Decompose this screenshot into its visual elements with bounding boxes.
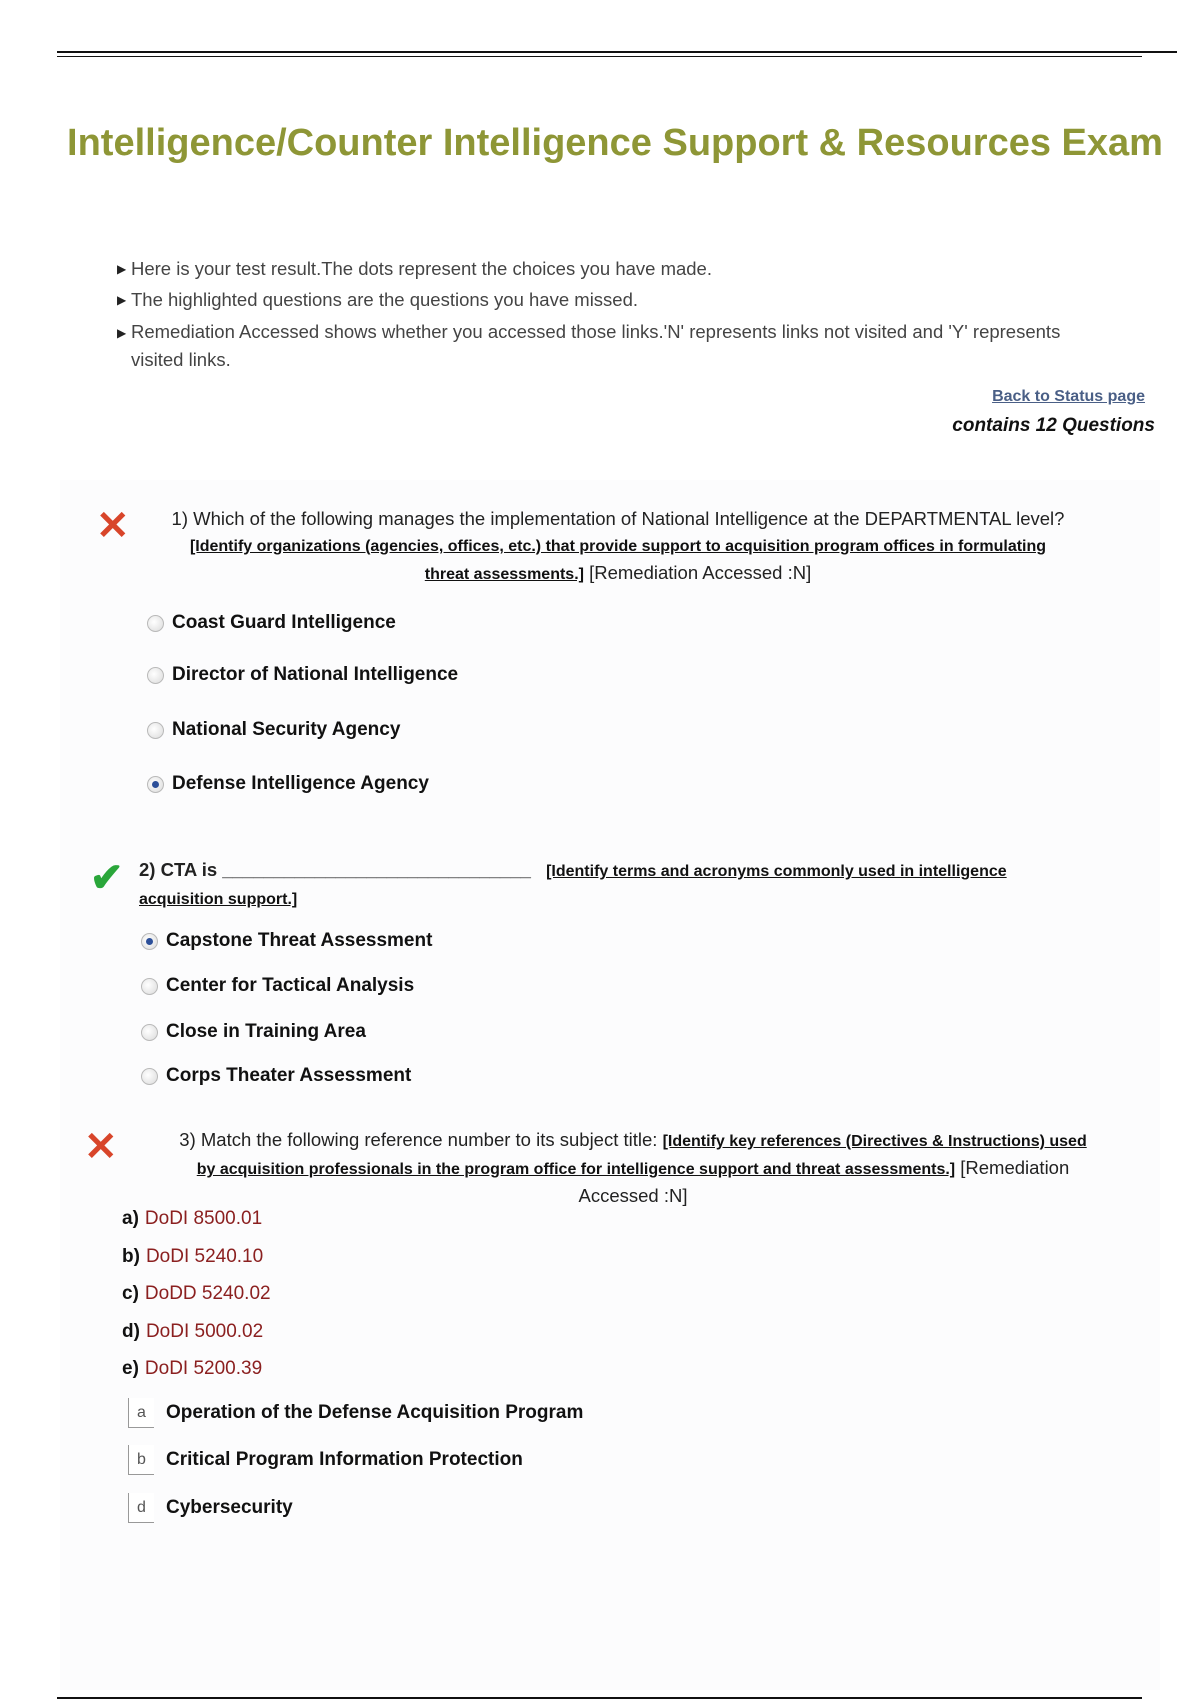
match-row — [128, 1493, 293, 1523]
q2-option-4[interactable]: Corps Theater Assessment — [141, 1065, 411, 1087]
radio-selected-icon[interactable] — [141, 933, 158, 950]
correct-check-icon: ✔ — [90, 856, 124, 900]
reference-item: b) DoDI 5240.10 — [122, 1246, 264, 1267]
instruction-item: ▶ Here is your test result.The dots represent the choices you have made. — [115, 256, 1075, 281]
back-to-status-link[interactable]: Back to Status page — [992, 388, 1145, 405]
incorrect-x-icon: ✕ — [84, 1125, 118, 1169]
match-answer-field[interactable]: b — [128, 1445, 154, 1475]
q2-option-2[interactable]: Center for Tactical Analysis — [141, 975, 414, 997]
match-answer-field[interactable]: d — [128, 1493, 154, 1523]
radio-icon[interactable] — [147, 722, 164, 739]
reference-item: d) DoDI 5000.02 — [122, 1321, 264, 1342]
match-title: Cybersecurity — [166, 1497, 293, 1518]
reference-item: a) DoDI 8500.01 — [122, 1208, 263, 1229]
question-1 — [168, 506, 1068, 588]
question-1-text: 1) Which of the following manages the implementation of National Intelligence at the DEPARTMENTAL level? — [171, 508, 1065, 529]
top-rule-thin — [57, 56, 1142, 57]
radio-icon[interactable] — [147, 615, 164, 632]
q1-option-2[interactable]: Director of National Intelligence — [147, 664, 458, 686]
question-2 — [139, 857, 1089, 913]
match-answer-field[interactable]: a — [128, 1398, 154, 1428]
radio-icon[interactable] — [141, 1024, 158, 1041]
radio-icon[interactable] — [141, 978, 158, 995]
match-row — [128, 1445, 523, 1475]
q1-option-1[interactable]: Coast Guard Intelligence — [147, 612, 396, 634]
radio-icon[interactable] — [141, 1068, 158, 1085]
triangle-bullet-icon: ▶ — [117, 262, 127, 276]
question-3-text: 3) Match the following reference number to its subject title: — [179, 1129, 658, 1150]
question-3-objective-link[interactable]: [Identify key references (Directives & Instructions) used by acquisition professionals in the program office for intelligence support and threat assessments.] — [196, 1133, 1087, 1178]
q2-option-1[interactable]: Capstone Threat Assessment — [141, 930, 432, 952]
incorrect-x-icon: ✕ — [96, 504, 130, 548]
question-count: contains 12 Questions — [952, 415, 1155, 436]
reference-item: c) DoDD 5240.02 — [122, 1283, 271, 1304]
question-1-remediation: [Remediation Accessed :N] — [589, 562, 812, 583]
triangle-bullet-icon: ▶ — [117, 326, 127, 340]
page-title: Intelligence/Counter Intelligence Support & Resources Exam — [67, 122, 1163, 164]
triangle-bullet-icon: ▶ — [117, 293, 127, 307]
radio-icon[interactable] — [147, 667, 164, 684]
q2-option-3[interactable]: Close in Training Area — [141, 1021, 366, 1043]
instruction-item: ▶ The highlighted questions are the questions you have missed. — [115, 287, 1075, 312]
q1-option-3[interactable]: National Security Agency — [147, 719, 400, 741]
question-3 — [168, 1127, 1098, 1209]
radio-selected-icon[interactable] — [147, 776, 164, 793]
question-2-objective-link[interactable]: [Identify terms and acronyms commonly used in intelligence acquisition support.] — [139, 863, 1007, 908]
question-3-remediation: [Remediation Accessed :N] — [578, 1157, 1070, 1206]
match-title: Critical Program Information Protection — [166, 1449, 523, 1470]
instructions-list — [115, 256, 1075, 380]
bottom-rule — [57, 1697, 1142, 1699]
reference-item: e) DoDI 5200.39 — [122, 1358, 263, 1379]
q1-option-4[interactable]: Defense Intelligence Agency — [147, 773, 429, 795]
question-1-objective-link[interactable]: [Identify organizations (agencies, offices, etc.) that provide support to acquisition program offices in formulating threat assessments.] — [189, 538, 1047, 583]
match-title: Operation of the Defense Acquisition Program — [166, 1402, 584, 1423]
match-row — [128, 1398, 583, 1428]
instruction-item: ▶ Remediation Accessed shows whether you accessed those links.'N' represents links not visited and 'Y' represents visited links. — [117, 321, 1061, 370]
top-rule — [57, 51, 1177, 53]
question-2-text: 2) CTA is ______________________________ — [139, 859, 531, 880]
